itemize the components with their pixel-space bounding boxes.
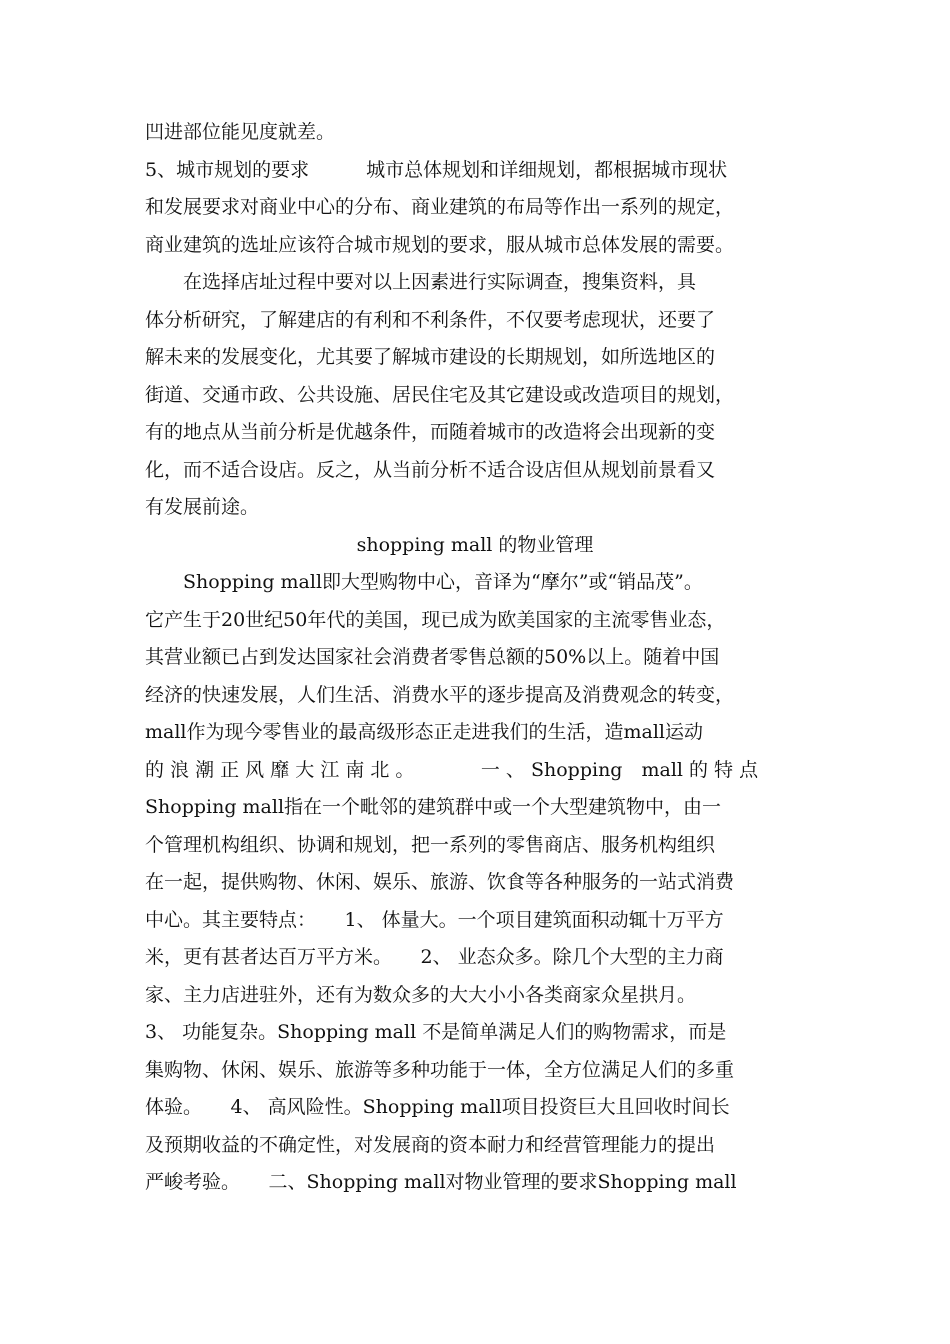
text-line: 和发展要求对商业中心的分布、商业建筑的布局等作出一系列的规定， xyxy=(145,196,735,218)
text-line: 经济的快速发展，人们生活、消费水平的逐步提高及消费观念的转变， xyxy=(145,684,735,706)
text-line: 商业建筑的选址应该符合城市规划的要求，服从城市总体发展的需要。 xyxy=(145,234,735,256)
text-line: 5、城市规划的要求 城市总体规划和详细规划，都根据城市现状 xyxy=(145,159,728,181)
text-line: 家、主力店进驻外，还有为数众多的大大小小各类商家众星拱月。 xyxy=(145,984,697,1006)
text-line: Shopping mall指在一个毗邻的建筑群中或一个大型建筑物中，由一 xyxy=(145,796,722,818)
section-heading: shopping mall 的物业管理 xyxy=(356,534,594,556)
text-line: 个管理机构组织、协调和规划，把一系列的零售商店、服务机构组织 xyxy=(145,834,716,856)
text-line: 严峻考验。 二、Shopping mall对物业管理的要求Shopping mall xyxy=(145,1171,737,1193)
text-line: 凹进部位能见度就差。 xyxy=(145,121,336,143)
text-line: 化，而不适合设店。反之，从当前分析不适合设店但从规划前景看又 xyxy=(145,459,716,481)
text-line: mall作为现今零售业的最高级形态正走进我们的生活，造mall运动 xyxy=(145,721,703,743)
text-line: 的 浪 潮 正 风 靡 大 江 南 北 。 一 、 Shopping mall 的 特 点 xyxy=(145,759,759,781)
text-line: 3、 功能复杂。Shopping mall 不是简单满足人们的购物需求，而是 xyxy=(145,1021,727,1043)
text-line: 米，更有甚者达百万平方米。 2、 业态众多。除几个大型的主力商 xyxy=(145,946,724,968)
text-line: 它产生于20世纪50年代的美国，现已成为欧美国家的主流零售业态， xyxy=(145,609,726,631)
text-line: 体分析研究，了解建店的有利和不利条件，不仅要考虑现状，还要了 xyxy=(145,309,716,331)
text-line: 中心。其主要特点： 1、 体量大。一个项目建筑面积动辄十万平方 xyxy=(145,909,724,931)
text-line: 街道、交通市政、公共设施、居民住宅及其它建设或改造项目的规划， xyxy=(145,384,735,406)
text-line: 在选择店址过程中要对以上因素进行实际调查，搜集资料，具 xyxy=(145,271,697,293)
text-line: 及预期收益的不确定性，对发展商的资本耐力和经营管理能力的提出 xyxy=(145,1134,716,1156)
text-line: 体验。 4、 高风险性。Shopping mall项目投资巨大且回收时间长 xyxy=(145,1096,730,1118)
text-line: 其营业额已占到发达国家社会消费者零售总额的50%以上。随着中国 xyxy=(145,646,720,668)
text-line: Shopping mall即大型购物中心，音译为“摩尔”或“销品茂”。 xyxy=(145,571,703,593)
text-line: 在一起，提供购物、休闲、娱乐、旅游、饮食等各种服务的一站式消费 xyxy=(145,871,735,893)
text-line: 集购物、休闲、娱乐、旅游等多种功能于一体，全方位满足人们的多重 xyxy=(145,1059,735,1081)
text-line: 有的地点从当前分析是优越条件，而随着城市的改造将会出现新的变 xyxy=(145,421,716,443)
text-line: 解未来的发展变化，尤其要了解城市建设的长期规划，如所选地区的 xyxy=(145,346,716,368)
text-line: 有发展前途。 xyxy=(145,496,260,518)
